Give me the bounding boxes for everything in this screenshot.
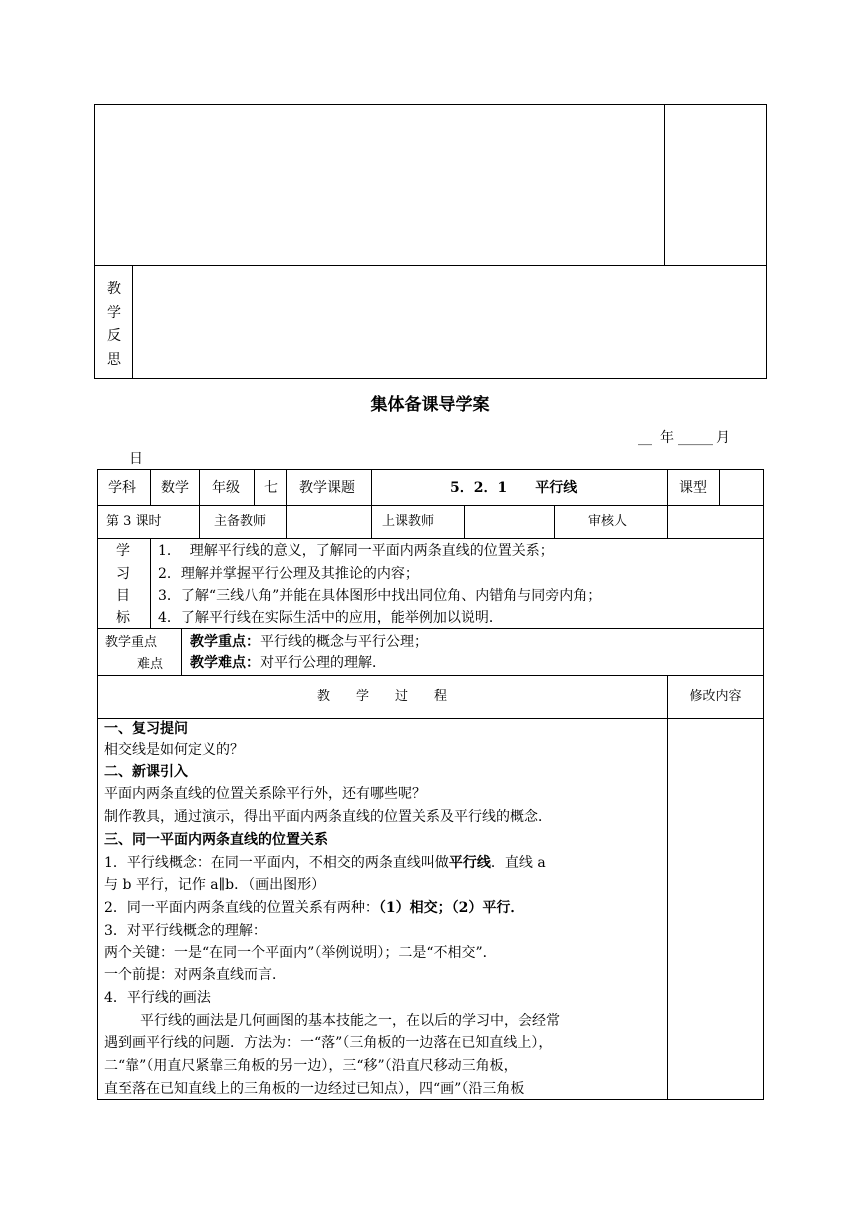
date-month: 月 [716,430,730,446]
goal-item-3: 3．了解“三线八角”并能在具体图形中找出同位角、内错角与同旁内角； [158,588,602,604]
page-title: 集体备课导学案 [370,395,490,415]
point-1-bold: 平行线 [448,855,491,871]
r2-v1 [199,505,200,538]
point-4-line-2: 遇到画平行线的问题．方法为：一“落”（三角板的一边落在已知直线上）， [104,1035,553,1051]
key-point-text: 平行线的概念与平行公理； [260,634,428,650]
key-point-label: 教学重点： [190,634,260,650]
row-line-4 [97,675,764,676]
point-2 [104,899,524,917]
r2-v3 [371,505,372,538]
r1-v4 [286,469,287,505]
lead-teacher-label: 主备教师 [214,514,267,529]
subject-value: 数学 [161,480,189,496]
goal-item-4: 4．了解平行线在实际生活中的应用，能举例加以说明． [158,610,503,626]
section-review-text: 相交线是如何定义的？ [104,742,244,758]
goal-item-1: 1． 理解平行线的意义，了解同一平面内两条直线的位置关系； [158,543,554,559]
top-table [94,104,767,379]
point-1 [104,854,546,872]
section-review-title: 一、复习提问 [104,721,188,737]
focus-divider [181,628,182,675]
r1-v6 [667,469,668,505]
process-divider [667,675,668,1100]
r2-v6 [667,505,668,538]
focus-label-1: 教学重点 [105,635,158,650]
r1-v5 [371,469,372,505]
top-table-hline [94,265,767,266]
difficulty-text: 对平行公理的理解． [260,655,386,671]
r1-v7 [719,469,720,505]
goal-item-2: 2．理解并掌握平行公理及其推论的内容； [158,566,419,582]
type-label: 课型 [679,480,707,496]
reflection-divider [132,265,133,379]
revise-header: 修改内容 [689,689,742,704]
date-month-blank: _____ [678,430,713,446]
grade-value: 七 [264,480,278,496]
section-intro-title: 二、新课引入 [104,764,188,780]
point-3-b: 一个前提：对两条直线而言． [104,967,286,983]
r1-v2 [199,469,200,505]
date-day: 日 [129,451,143,467]
point-1-post: ．直线 a [490,855,546,871]
process-header: 教 学 过 程 [316,689,447,704]
point-3-a: 两个关键：一是“在同一个平面内”（举例说明）；二是“不相交”． [104,945,497,961]
point-4-line-3: 二“靠”（用直尺紧靠三角板的另一边），三“移”（沿直尺移动三角板， [104,1058,518,1074]
difficulty-label: 教学难点： [190,655,260,671]
reflection-label-1: 教 [107,281,121,297]
difficulty-point [190,654,386,672]
key-point [190,633,428,651]
goals-label-1: 学 [116,543,130,559]
date-year: 年 [660,430,674,446]
point-2-pre: 2．同一平面内两条直线的位置关系有两种： [104,900,379,916]
date-year-blank: __ [638,430,652,446]
point-2-bold: （1）相交；（2）平行． [378,900,525,916]
point-1-pre: 1．平行线概念：在同一平面内，不相交的两条直线叫做 [104,855,449,871]
section-intro-text-1: 平面内两条直线的位置关系除平行外，还有哪些呢？ [104,786,426,802]
reviewer-label: 审核人 [588,514,628,529]
grade-label: 年级 [212,480,240,496]
row-line-5 [97,718,764,719]
row-line-3 [97,628,764,629]
row-line-2 [97,538,764,539]
reflection-label-2: 学 [107,305,121,321]
goals-label-4: 标 [116,610,130,626]
top-table-divider [664,104,665,265]
reflection-label-4: 思 [107,352,121,368]
point-4: 4．平行线的画法 [104,990,211,1006]
point-4-line-4: 直至落在已知直线上的三角板的一边经过已知点），四“画”（沿三角板 [104,1081,525,1097]
period-label: 第 3 课时 [106,514,162,529]
r1-v3 [254,469,255,505]
point-1-line-2: 与 b 平行，记作 a∥b．（画出图形） [104,877,326,893]
reflection-label-3: 反 [107,328,121,344]
point-3: 3．对平行线概念的理解： [104,923,267,939]
r1-v1 [150,469,151,505]
topic-label: 教学课题 [299,480,355,496]
r2-v5 [554,505,555,538]
section-relation-title: 三、同一平面内两条直线的位置关系 [104,832,328,848]
goals-label-3: 目 [116,588,130,604]
point-4-line-1: 平行线的画法是几何画图的基本技能之一，在以后的学习中，会经常 [140,1013,560,1029]
focus-label-2: 难点 [137,657,164,672]
goals-label-2: 习 [116,566,130,582]
goals-divider [150,538,151,628]
class-teacher-label: 上课教师 [382,514,435,529]
r2-v2 [286,505,287,538]
subject-label: 学科 [108,480,136,496]
r2-v4 [464,505,465,538]
row-line-1 [97,505,764,506]
topic-value: 5．2．1 平行线 [450,480,578,496]
section-intro-text-2: 制作教具，通过演示，得出平面内两条直线的位置关系及平行线的概念． [104,809,552,825]
